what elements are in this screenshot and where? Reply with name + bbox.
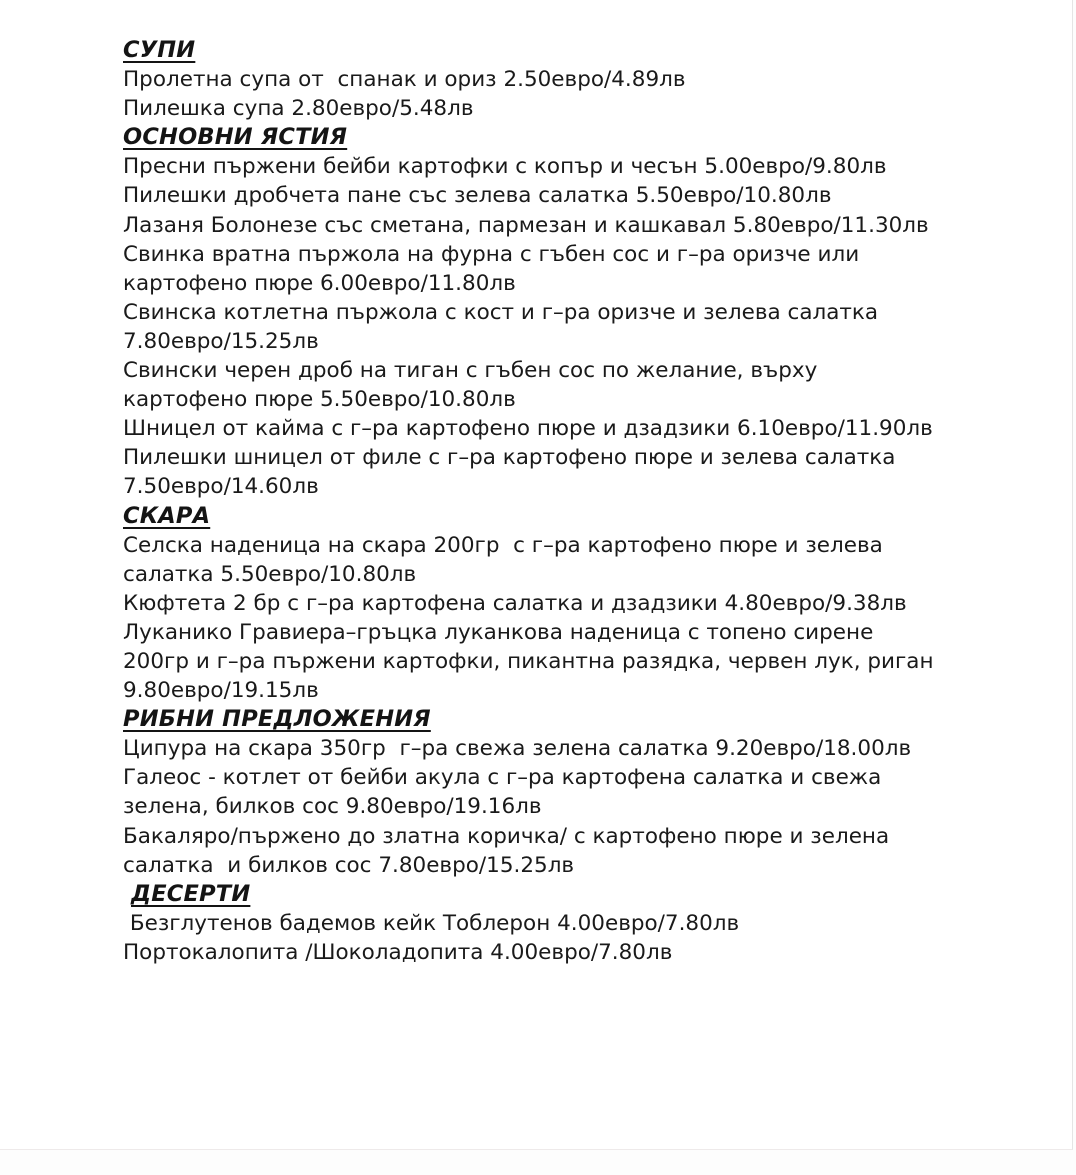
menu-item-line: Свински черен дроб на тиган с гъбен сос по желание, върху (123, 358, 818, 384)
section-soups (123, 36, 1032, 123)
menu-item-line: зелена, билков сос 9.80евро/19.16лв (123, 794, 542, 820)
menu-item-line: Селска наденица на скара 200гр с г–ра картофено пюре и зелева (123, 532, 883, 558)
menu-item-line: Пресни пържени бейби картофки с копър и чесън 5.00евро/9.80лв (123, 154, 887, 180)
menu-item-line: 7.80евро/15.25лв (123, 328, 319, 354)
menu-item-line: Лазаня Болонезе със сметана, пармезан и кашкавал 5.80евро/11.30лв (123, 212, 929, 238)
menu-item-line: Пилешка супа 2.80евро/5.48лв (123, 96, 474, 122)
menu-item-line: салатка 5.50евро/10.80лв (123, 561, 417, 587)
section-title-desserts: ДЕСЕРТИ (131, 880, 251, 907)
menu-item-line: Портокалопита /Шоколадопита 4.00евро/7.80лв (123, 939, 673, 965)
section-main-dishes (123, 123, 1032, 501)
menu-item-line: Бакаляро/пържено до златна коричка/ с картофено пюре и зелена (123, 823, 890, 849)
menu-item-line: 200гр и г–ра пържени картофки, пикантна разядка, червен лук, риган (123, 648, 934, 674)
menu-item-line: Луканико Гравиера–гръцка луканкова наденица с топено сирене (123, 619, 874, 645)
section-title-soups: СУПИ (123, 37, 196, 63)
section-title-grill: СКАРА (123, 502, 211, 529)
menu-item-line: Свинска котлетна пържола с кост и г–ра оризче и зелева салатка (123, 299, 879, 325)
section-desserts (123, 880, 1032, 967)
section-fish (123, 705, 1032, 880)
section-title-fish: РИБНИ ПРЕДЛОЖЕНИЯ (123, 706, 431, 733)
menu-item-line: 7.50евро/14.60лв (123, 474, 319, 500)
menu-item-line: Пилешки дробчета пане със зелева салатка 5.50евро/10.80лв (123, 183, 832, 209)
menu-item-line: картофено пюре 6.00евро/11.80лв (123, 270, 516, 296)
menu-item-line: салатка и билков сос 7.80евро/15.25лв (123, 852, 575, 878)
section-title-main-dishes: ОСНОВНИ ЯСТИЯ (123, 124, 348, 151)
menu-item-line: Пилешки шницел от филе с г–ра картофено пюре и зелева салатка (123, 445, 896, 471)
menu-item-line: Галеос - котлет от бейби акула с г–ра картофена салатка и свежа (123, 765, 882, 791)
menu-item-line: Шницел от кайма с г–ра картофено пюре и дзадзики 6.10евро/11.90лв (123, 416, 933, 442)
menu-item-line: Ципура на скара 350гр г–ра свежа зелена салатка 9.20евро/18.00лв (123, 736, 912, 762)
menu-item-line: картофено пюре 5.50евро/10.80лв (123, 387, 516, 413)
section-grill (123, 502, 1032, 706)
menu-item-line: Пролетна супа от спанак и ориз 2.50евро/4.89лв (123, 67, 686, 93)
menu-item-line: Безглутенов бадемов кейк Тоблерон 4.00евро/7.80лв (123, 910, 740, 936)
menu-item-line: Кюфтета 2 бр с г–ра картофена салатка и дзадзики 4.80евро/9.38лв (123, 590, 907, 616)
menu-item-line: Свинка вратна пържола на фурна с гъбен сос и г–ра оризче или (123, 241, 860, 267)
menu-item-line: 9.80евро/19.15лв (123, 678, 319, 704)
